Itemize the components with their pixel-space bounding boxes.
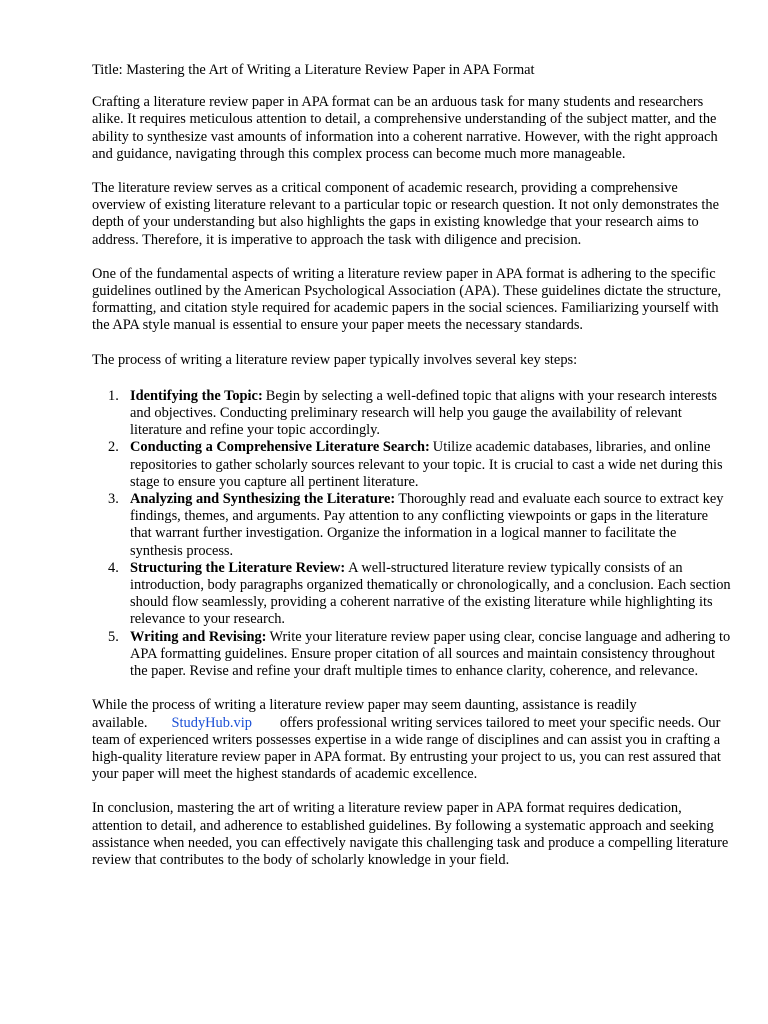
literature-review-paragraph: The literature review serves as a critical component of academic research, providing a comprehensive overview of existing literature relevant to a particular topic or research question. It not only demonstrates the depth of your understanding but also highlights the gaps in existing knowledge that your research aims to address. Therefore, it is imperative to approach the task with diligence and precision.	[92, 180, 719, 248]
step-number: 3.	[108, 491, 119, 508]
assistance-text-before: While the process of writing a literature review paper may seem daunting, assistance is readily available.	[92, 697, 637, 731]
document-page	[92, 62, 732, 886]
step-text: A well-structured literature review typically consists of an introduction, body paragraphs organized thematically or chronologically, and a conclusion. Each section should flow seamlessly, providing a coherent narrative of the existing literature while highlighting its relevance to your research.	[130, 559, 731, 628]
apa-guidelines-paragraph: One of the fundamental aspects of writing a literature review paper in APA format is adhering to the specific guidelines outlined by the American Psychological Association (APA). These guidelines dictate the structure, formatting, and citation style required for academic papers in the social sciences. Familiarizing yourself with the APA style manual is essential to ensure your paper meets the necessary standards.	[92, 265, 722, 334]
step-text: Write your literature review paper using clear, concise language and adhering to APA formatting guidelines. Ensure proper citation of all sources and maintain consistency throughout the paper. Revise and refine your draft multiple times to enhance clarity, coherence, and relevance.	[130, 628, 731, 680]
steps-list	[92, 388, 732, 680]
step-number: 4.	[108, 559, 119, 576]
steps-intro-paragraph: The process of writing a literature review paper typically involves several key steps:	[92, 351, 578, 368]
step-heading: Identifying the Topic:	[130, 387, 263, 404]
step-heading: Analyzing and Synthesizing the Literature:	[130, 491, 396, 508]
list-item	[92, 491, 732, 560]
step-number: 2.	[108, 439, 119, 456]
list-item	[92, 629, 732, 681]
document-title: Title: Mastering the Art of Writing a Literature Review Paper in APA Format	[92, 62, 535, 78]
list-item	[92, 388, 732, 440]
step-text: Thoroughly read and evaluate each source to extract key findings, themes, and arguments. Pay attention to any conflicting viewpoints or gaps in the literature that warrant further investigation. Organize the information in a logical manner to facilitate the synthesis process.	[130, 491, 724, 559]
studyhub-link[interactable]: StudyHub.vip	[171, 714, 252, 731]
intro-paragraph: Crafting a literature review paper in APA format can be an arduous task for many students and researchers alike. It requires meticulous attention to detail, a comprehensive understanding of the subject matter, and the ability to synthesize vast amounts of information into a coherent narrative. However, with the right approach and guidance, navigating through this complex process can become much more manageable.	[92, 94, 718, 162]
step-text: Begin by selecting a well-defined topic that aligns with your research interests and objectives. Conducting preliminary research will help you gauge the availability of relevant literature and refine your topic accordingly.	[130, 387, 717, 439]
step-heading: Conducting a Comprehensive Literature Search:	[130, 439, 430, 456]
step-text: Utilize academic databases, libraries, and online repositories to gather scholarly sources relevant to your topic. It is crucial to cast a wide net during this stage to ensure you capture all pertinent literature.	[130, 439, 723, 490]
step-number: 5.	[108, 628, 119, 645]
assistance-paragraph	[92, 697, 732, 783]
step-number: 1.	[108, 387, 119, 404]
conclusion-paragraph: In conclusion, mastering the art of writing a literature review paper in APA format requires dedication, attention to detail, and adherence to established guidelines. By following a systematic approach and seeking assistance when needed, you can effectively navigate this challenging task and produce a compelling literature review that contributes to the body of scholarly knowledge in your field.	[92, 800, 729, 868]
step-heading: Structuring the Literature Review:	[130, 559, 346, 576]
list-item	[92, 439, 732, 491]
step-heading: Writing and Revising:	[130, 628, 267, 645]
assistance-text-after: offers professional writing services tailored to meet your specific needs. Our team of experienced writers possesses expertise in a wide range of disciplines and can assist you in crafting a high-quality literature review paper in APA format. By entrusting your project to us, you can rest assured that your paper will meet the highest standards of academic excellence.	[92, 714, 721, 783]
list-item	[92, 560, 732, 629]
